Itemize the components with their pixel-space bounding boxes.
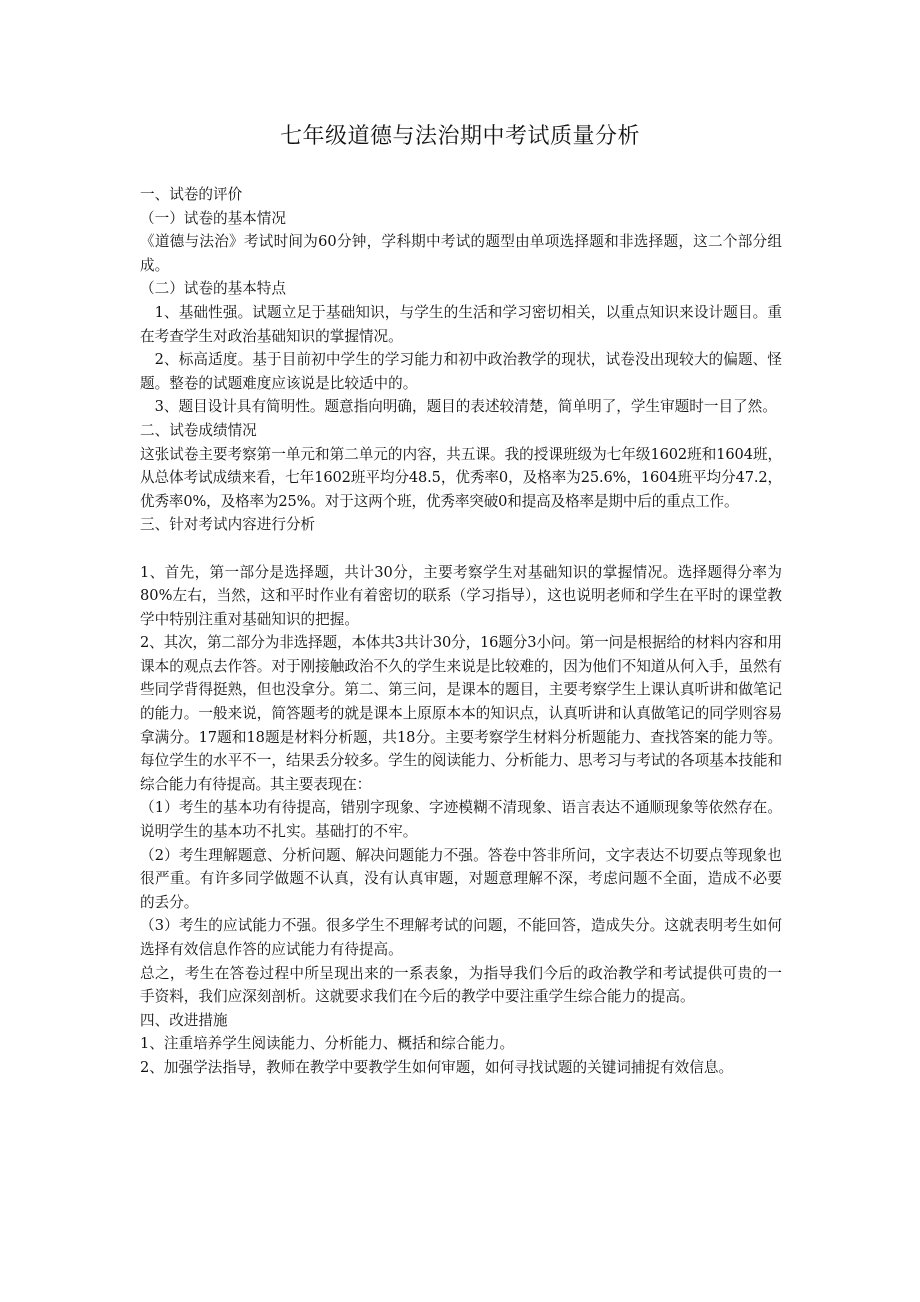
paragraph: 《道德与法治》考试时间为60分钟，学科期中考试的题型由单项选择题和非选择题，这二个部分组成。 (140, 233, 782, 274)
numbered-paragraph: 1、注重培养学生阅读能力、分析能力、概括和综合能力。 (140, 1035, 515, 1053)
section-heading: 四、改进措施 (140, 1011, 228, 1029)
blank-line (140, 537, 782, 561)
section-heading: 三、针对考试内容进行分析 (140, 516, 316, 534)
list-item: （2）考生理解题意、分析问题、解决问题能力不强。答卷中答非所问，文字表达不切要点等现象也很严重。有许多同学做题不认真，没有认真审题，对题意理解不深，考虑问题不全面，造成不必要的丢分。 (140, 846, 782, 911)
numbered-paragraph: 3、题目设计具有简明性。题意指向明确，题目的表述较清楚，简单明了，学生审题时一目了然。 (154, 398, 777, 416)
numbered-paragraph: 1、首先，第一部分是选择题，共计30分，主要考察学生对基础知识的掌握情况。选择题得分率为80%左右，当然，这和平时作业有着密切的联系（学习指导），这也说明老师和学生在平时的课堂教学中特别注重对基础知识的把握。 (140, 563, 782, 628)
numbered-paragraph: 2、加强学法指导，教师在教学中要教学生如何审题，如何寻找试题的关键词捕捉有效信息。 (140, 1058, 734, 1076)
section-heading: 一、试卷的评价 (140, 186, 243, 203)
document-body (140, 183, 782, 1080)
paragraph: 这张试卷主要考察第一单元和第二单元的内容，共五课。我的授课班级为七年级1602班和1604班，从总体考试成绩来看，七年1602班平均分48.5，优秀率0，及格率为25.6%，1604班平均分47.2，优秀率0%，及格率为25%。对于这两个班，优秀率突破0和提高及格率是期中后的重点工作。 (140, 445, 782, 510)
paragraph: 总之，考生在答卷过程中所呈现出来的一系表象，为指导我们今后的政治教学和考试提供可贵的一手资料，我们应深刻剖析。这就要求我们在今后的教学中要注重学生综合能力的提高。 (140, 964, 782, 1006)
numbered-paragraph: 2、标高适度。基于目前初中学生的学习能力和初中政治教学的现状，试卷没出现较大的偏题、怪题。整卷的试题难度应该说是比较适中的。 (140, 351, 782, 392)
list-item: （3）考生的应试能力不强。很多学生不理解考试的问题，不能回答，造成失分。这就表明考生如何选择有效信息作答的应试能力有待提高。 (140, 917, 782, 958)
section-heading: 二、试卷成绩情况 (140, 421, 257, 439)
numbered-paragraph: 2、其次，第二部分为非选择题，本体共3共计30分，16题分3小问。第一问是根据给的材料内容和用课本的观点去作答。对于刚接触政治不久的学生来说是比较难的，因为他们不知道从何入手，虽然有些同学背得挺熟，但也没拿分。第二、第三问，是课本的题目，主要考察学生上课认真听讲和做笔记的能力。一般来说，简答题考的就是课本上原原本本的知识点，认真听讲和认真做笔记的同学则容易拿满分。17题和18题是材料分析题，共18分。主要考察学生材料分析题能力、查找答案的能力等。每位学生的水平不一，结果丢分较多。学生的阅读能力、分析能力、思考习与考试的各项基本技能和综合能力有待提高。其主要表现在： (140, 634, 782, 793)
list-item: （1）考生的基本功有待提高，错别字现象、字迹模糊不清现象、语言表达不通顺现象等依然存在。说明学生的基本功不扎实。基础打的不牢。 (140, 799, 782, 841)
subsection-heading: （二）试卷的基本特点 (140, 280, 286, 298)
document-title: 七年级道德与法治期中考试质量分析 (279, 124, 640, 149)
subsection-heading: （一）试卷的基本情况 (140, 209, 286, 227)
numbered-paragraph: 1、基础性强。试题立足于基础知识，与学生的生活和学习密切相关，以重点知识来设计题目。重在考查学生对政治基础知识的掌握情况。 (140, 303, 782, 345)
